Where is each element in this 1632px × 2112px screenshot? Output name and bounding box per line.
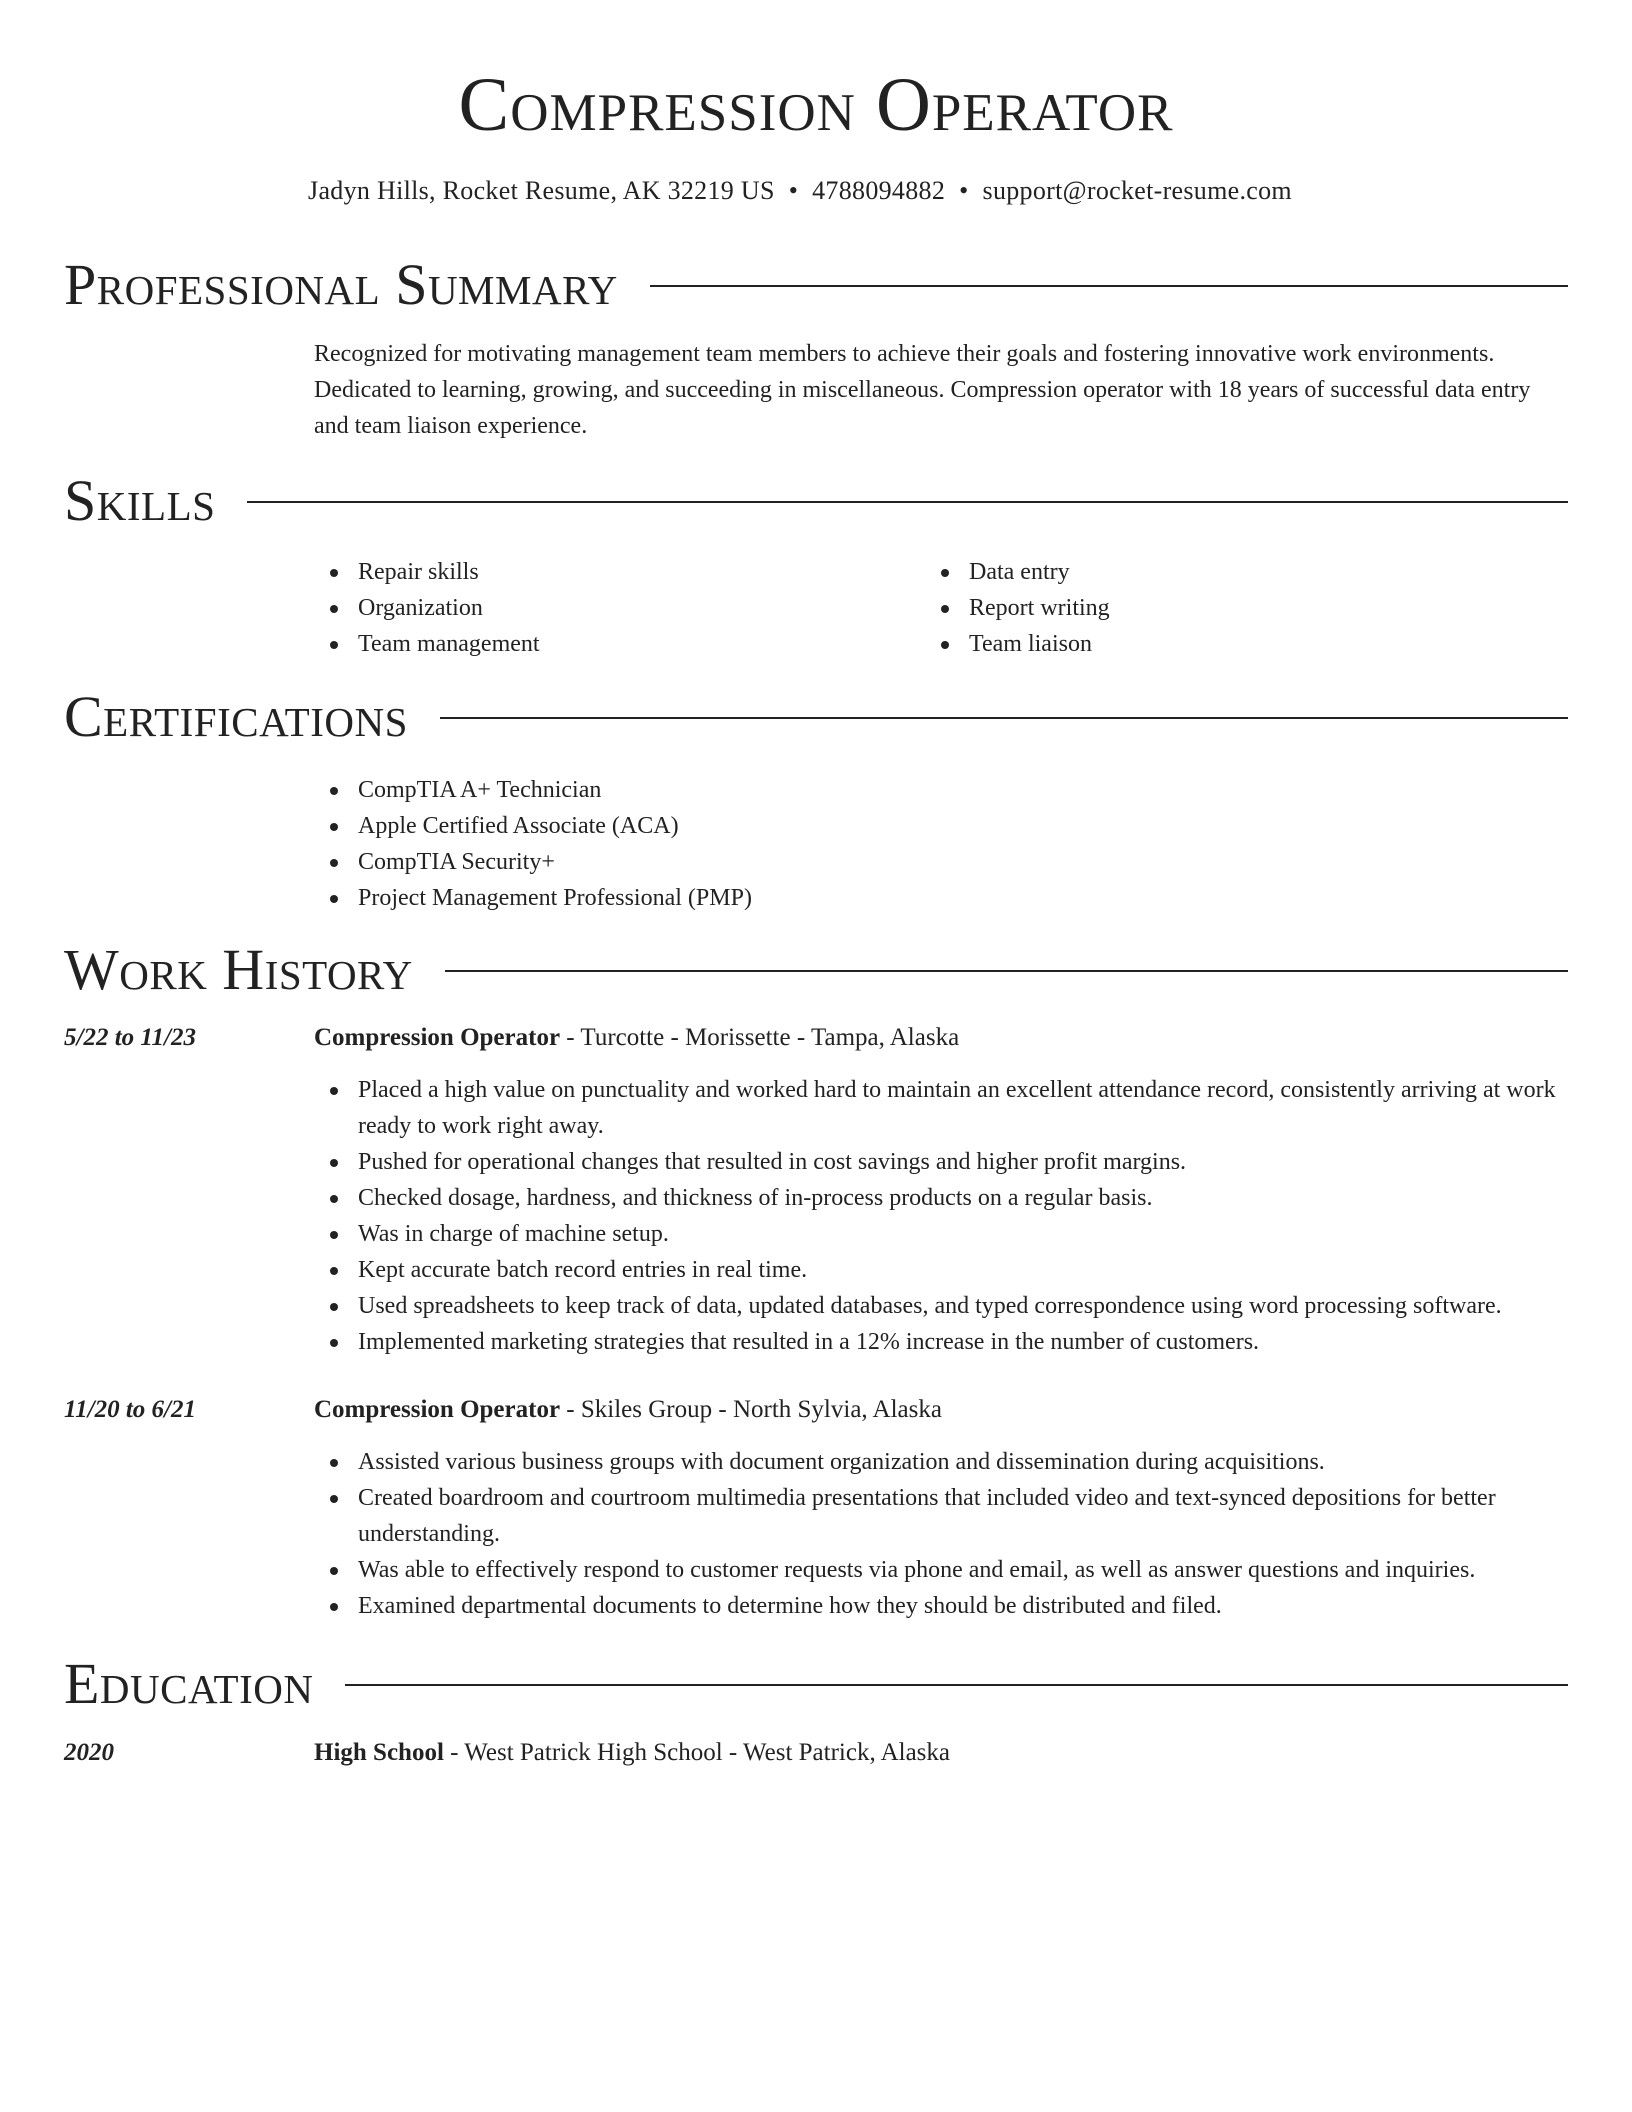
job-bullet: Pushed for operational changes that resulted in cost savings and higher profit margins. bbox=[314, 1144, 1568, 1180]
certifications-heading: Certifications bbox=[64, 684, 408, 749]
job-bullet: Placed a high value on punctuality and worked hard to maintain an excellent attendance record, consistently arriving at work ready to work right away. bbox=[314, 1072, 1568, 1144]
skill-item: Report writing bbox=[925, 590, 1525, 626]
job-bullets bbox=[314, 1072, 1568, 1360]
contact-address: Jadyn Hills, Rocket Resume, AK 32219 US bbox=[308, 176, 775, 205]
education-section-header bbox=[64, 1649, 1568, 1719]
job-bullet: Assisted various business groups with document organization and dissemination during acquisitions. bbox=[314, 1444, 1568, 1480]
skills-list-right bbox=[925, 554, 1525, 662]
resume-title: Compression Operator bbox=[458, 63, 1174, 147]
skill-item: Team liaison bbox=[925, 626, 1525, 662]
contact-separator: • bbox=[788, 176, 799, 205]
work-section-header bbox=[64, 935, 1568, 1005]
contact-line bbox=[0, 174, 1600, 208]
section-divider bbox=[445, 970, 1568, 972]
job-dates: 5/22 to 11/23 bbox=[64, 1024, 196, 1051]
section-divider bbox=[247, 501, 1568, 503]
contact-separator: • bbox=[959, 176, 969, 205]
job-bullet: Was able to effectively respond to customer requests via phone and email, as well as answer questions and inquiries. bbox=[314, 1552, 1568, 1588]
education-school: - West Patrick High School - West Patrick, Alaska bbox=[443, 1739, 950, 1766]
job-title: Compression Operator bbox=[314, 1396, 561, 1423]
certification-item: CompTIA Security+ bbox=[314, 844, 1568, 880]
job-bullet: Checked dosage, hardness, and thickness of in-process products on a regular basis. bbox=[314, 1180, 1568, 1216]
job-bullet: Kept accurate batch record entries in real time. bbox=[314, 1252, 1568, 1288]
job-employer: - Turcotte - Morissette - Tampa, Alaska bbox=[560, 1024, 960, 1051]
skill-item: Organization bbox=[314, 590, 914, 626]
skills-heading: Skills bbox=[64, 468, 216, 533]
education-degree: High School bbox=[314, 1739, 444, 1766]
job-bullet: Implemented marketing strategies that resulted in a 12% increase in the number of customers. bbox=[314, 1324, 1568, 1360]
contact-phone: 4788094882 bbox=[812, 176, 946, 205]
section-divider bbox=[345, 1684, 1568, 1686]
certification-item: CompTIA A+ Technician bbox=[314, 772, 1568, 808]
skills-section-header bbox=[64, 466, 1568, 536]
summary-section-header bbox=[64, 250, 1568, 320]
job-title: Compression Operator bbox=[314, 1024, 561, 1051]
job-bullet: Created boardroom and courtroom multimedia presentations that included video and text-synced depositions for better understanding. bbox=[314, 1480, 1568, 1552]
job-heading bbox=[314, 1392, 1568, 1428]
certification-item: Project Management Professional (PMP) bbox=[314, 880, 1568, 916]
work-heading: Work History bbox=[64, 937, 413, 1002]
summary-heading: Professional Summary bbox=[64, 252, 618, 317]
section-divider bbox=[650, 285, 1568, 287]
job-bullet: Used spreadsheets to keep track of data, updated databases, and typed correspondence using word processing software. bbox=[314, 1288, 1568, 1324]
contact-email: support@rocket-resume.com bbox=[982, 176, 1292, 205]
skill-item: Repair skills bbox=[314, 554, 914, 590]
summary-text: Recognized for motivating management team members to achieve their goals and fostering innovative work environments. Dedicated to learning, growing, and succeeding in miscellaneous. Compression operator with 18 years of successful data entry and team liaison experience. bbox=[314, 341, 1531, 439]
skills-list-left bbox=[314, 554, 914, 662]
section-divider bbox=[440, 717, 1568, 719]
certifications-section-header bbox=[64, 682, 1568, 752]
job-heading bbox=[314, 1020, 1568, 1056]
education-entry bbox=[314, 1735, 1568, 1771]
skill-item: Team management bbox=[314, 626, 914, 662]
job-dates: 11/20 to 6/21 bbox=[64, 1396, 196, 1423]
job-bullet: Examined departmental documents to determine how they should be distributed and filed. bbox=[314, 1588, 1568, 1624]
job-employer: - Skiles Group - North Sylvia, Alaska bbox=[560, 1396, 942, 1423]
skill-item: Data entry bbox=[925, 554, 1525, 590]
certification-item: Apple Certified Associate (ACA) bbox=[314, 808, 1568, 844]
certifications-list bbox=[314, 772, 1568, 916]
job-bullet: Was in charge of machine setup. bbox=[314, 1216, 1568, 1252]
education-heading: Education bbox=[64, 1651, 314, 1716]
education-year: 2020 bbox=[64, 1739, 114, 1766]
job-bullets bbox=[314, 1444, 1568, 1624]
